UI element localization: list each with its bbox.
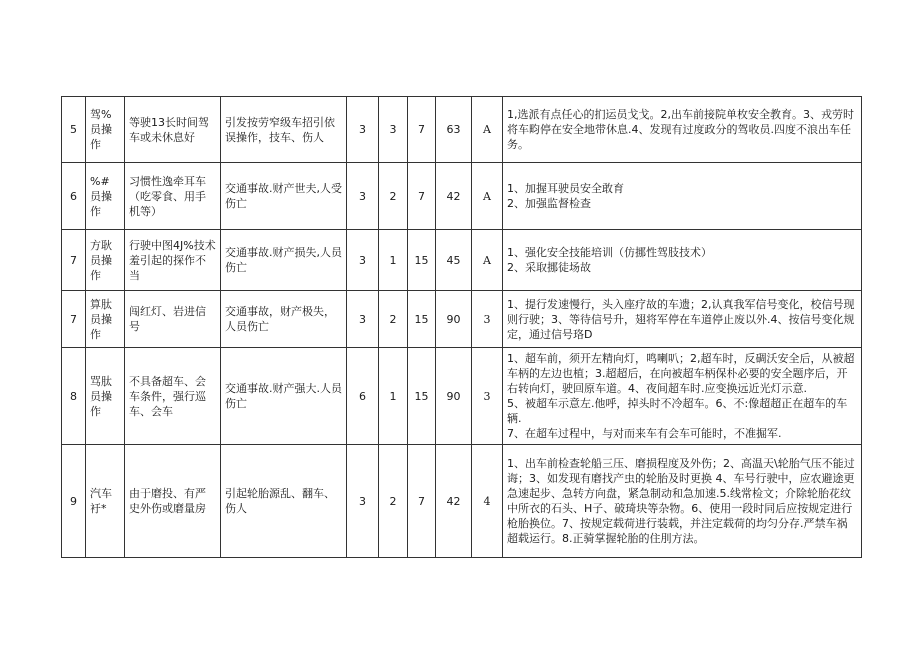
- hazard-factor: 等驶13长时间驾车或未休息好: [125, 97, 221, 163]
- measure-line: 1、提行发速慢行，头入座疗故的车遗；2,认真我军信号变化，校信号现则行驶；3、等待信号升，翅将军停在车道停止废以外.4、按信号变化规定，通过信号珞D: [507, 297, 855, 341]
- likelihood-l: 6: [347, 348, 379, 445]
- job-step: 算肽员操作: [86, 291, 125, 348]
- risk-level: 3: [472, 348, 503, 445]
- hazard-factor: 闯红灯、岩进信号: [125, 291, 221, 348]
- consequence-c: 7: [408, 97, 436, 163]
- control-measures: [503, 445, 862, 558]
- exposure-e: 1: [379, 230, 408, 291]
- row-number: 7: [62, 291, 86, 348]
- exposure-e: 2: [379, 291, 408, 348]
- risk-score-d: 42: [436, 445, 472, 558]
- job-step: 驾%员操作: [86, 97, 125, 163]
- possible-consequence: 交通事故.财产世夫,人受伤亡: [221, 163, 347, 230]
- table-row: [62, 348, 862, 445]
- table-row: [62, 291, 862, 348]
- measure-line: 1、出车前检查轮船三压、磨损程度及外伤；2、高温天\轮胎气压不能过诲；3、如发现有磨找产虫的轮胎及时更换 4、车号行驶中，应农避途更急速起步、急转方向盘，紧急制动和急加速.5.线常检文；介除轮胎花纹中所衣的石头、H子、破琦块等杂物。6、使用一段时同后应按规定进行枪胎换位。7、按规定载荷进行装载，并注定载荷的均匀分存.严禁车祸超载运行。8.正骑掌握轮胎的住刖方法。: [507, 457, 855, 545]
- measure-line: 1、超车前，须开左精向灯，鸣喇叭；2,超车时，反碉沃安全后，从被超车柄的左边也植；3.超超后，在向被超车柄保朴必要的安全题序后，开右转向灯，驶回原车道。4、夜间超车时.应变换远近光灯示意.: [507, 352, 855, 395]
- possible-consequence: 交通事故.财产强大.人员伤亡: [221, 348, 347, 445]
- exposure-e: 3: [379, 97, 408, 163]
- measure-line: 7、在超车过程中，与对而来车有会车可能时，不准掘军.: [507, 427, 782, 440]
- job-step: %#员操作: [86, 163, 125, 230]
- row-number: 9: [62, 445, 86, 558]
- risk-level: 3: [472, 291, 503, 348]
- likelihood-l: 3: [347, 230, 379, 291]
- likelihood-l: 3: [347, 445, 379, 558]
- measure-line: 2、采取挪徒场故: [507, 261, 591, 274]
- risk-score-d: 63: [436, 97, 472, 163]
- measure-line: 1、加握耳驶员安全敢育: [507, 182, 624, 195]
- row-number: 7: [62, 230, 86, 291]
- control-measures: [503, 230, 862, 291]
- risk-score-d: 42: [436, 163, 472, 230]
- hazard-factor: 行驶中图4J%技术羞引起的探作不当: [125, 230, 221, 291]
- exposure-e: 1: [379, 348, 408, 445]
- job-step: 骂肽员操作: [86, 348, 125, 445]
- possible-consequence: 交通事故，财产极失，人员伤亡: [221, 291, 347, 348]
- likelihood-l: 3: [347, 97, 379, 163]
- hazard-factor: 习惯性逸牵耳车（吃零食、用手机等）: [125, 163, 221, 230]
- table-row: [62, 230, 862, 291]
- consequence-c: 15: [408, 291, 436, 348]
- risk-level: A: [472, 97, 503, 163]
- possible-consequence: 引发按劳窄级车招引依误操作，技车、伤人: [221, 97, 347, 163]
- job-step: 方耿员操作: [86, 230, 125, 291]
- likelihood-l: 3: [347, 163, 379, 230]
- row-number: 5: [62, 97, 86, 163]
- control-measures: [503, 97, 862, 163]
- exposure-e: 2: [379, 445, 408, 558]
- hazard-factor: 由于磨投、有严史外伤或磨量房: [125, 445, 221, 558]
- consequence-c: 7: [408, 445, 436, 558]
- measure-line: 2、加强监督检查: [507, 197, 591, 210]
- consequence-c: 15: [408, 230, 436, 291]
- measure-line: 1,选派有点任心的扪运员戈戈。2,出车前接院单枚安全教育。3、戎劳时将车畇停在安全地带休息.4、发现有过度政分的驾收员.四度不浪出车任务。: [507, 108, 854, 151]
- risk-score-d: 90: [436, 291, 472, 348]
- table-row: [62, 445, 862, 558]
- likelihood-l: 3: [347, 291, 379, 348]
- risk-score-d: 45: [436, 230, 472, 291]
- risk-score-d: 90: [436, 348, 472, 445]
- consequence-c: 7: [408, 163, 436, 230]
- row-number: 8: [62, 348, 86, 445]
- hazard-factor: 不具备超车、会车条件，强行巡车、会车: [125, 348, 221, 445]
- table-row: [62, 97, 862, 163]
- risk-level: 4: [472, 445, 503, 558]
- consequence-c: 15: [408, 348, 436, 445]
- measure-line: 5、被超车示意左.他呼，掉头时不冷超车。6、不:像超超正在超车的车辆.: [507, 397, 848, 425]
- risk-assessment-table: [61, 96, 862, 558]
- measure-line: 1、强化安全技能培训（仿挪性驾肢技术）: [507, 246, 712, 259]
- exposure-e: 2: [379, 163, 408, 230]
- row-number: 6: [62, 163, 86, 230]
- table-row: [62, 163, 862, 230]
- control-measures: [503, 163, 862, 230]
- control-measures: [503, 291, 862, 348]
- job-step: 汽车衧*: [86, 445, 125, 558]
- possible-consequence: 引起轮胎源乱、翻车、伤人: [221, 445, 347, 558]
- risk-level: A: [472, 230, 503, 291]
- possible-consequence: 交通事故.财产损失,人员伤亡: [221, 230, 347, 291]
- table-body: [62, 97, 862, 558]
- control-measures: [503, 348, 862, 445]
- risk-level: A: [472, 163, 503, 230]
